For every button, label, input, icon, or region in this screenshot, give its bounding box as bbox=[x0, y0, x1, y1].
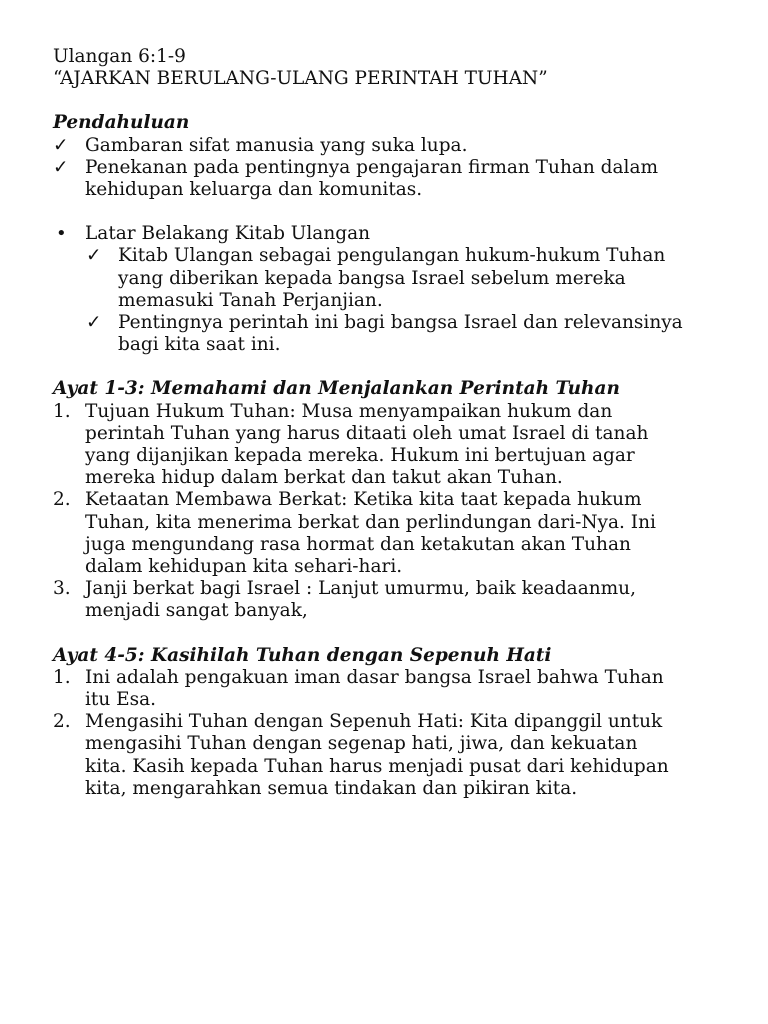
numbered-item-text: perintah Tuhan yang harus ditaati oleh umat Israel di tanah bbox=[85, 422, 649, 444]
checkmark-icon: ✓ bbox=[86, 245, 102, 267]
numbered-item-text: mengasihi Tuhan dengan segenap hati, jiwa, dan kekuatan bbox=[85, 733, 638, 755]
numbered-item-text: Tuhan, kita menerima berkat dan perlindungan dari-Nya. Ini bbox=[85, 511, 656, 533]
spacer bbox=[0, 90, 768, 112]
sub-list-item bbox=[0, 312, 768, 334]
numbered-item-text: Mengasihi Tuhan dengan Sepenuh Hati: Kita dipanggil untuk bbox=[85, 711, 663, 733]
numbered-item-text: Janji berkat bagi Israel : Lanjut umurmu, baik keadaanmu, bbox=[85, 578, 636, 600]
list-item-text: Gambaran sifat manusia yang suka lupa. bbox=[85, 134, 468, 156]
numbered-item-text: Tujuan Hukum Tuhan: Musa menyampaikan hukum dan bbox=[85, 400, 613, 422]
item-number: 1. bbox=[53, 400, 71, 422]
checkmark-icon: ✓ bbox=[86, 312, 102, 334]
list-item-text: kehidupan keluarga dan komunitas. bbox=[85, 179, 423, 201]
item-number: 1. bbox=[53, 666, 71, 688]
item-number: 2. bbox=[53, 711, 71, 733]
numbered-item-text: Ketaatan Membawa Berkat: Ketika kita taat kepada hukum bbox=[85, 489, 642, 511]
sub-list-item-text: Pentingnya perintah ini bagi bangsa Israel dan relevansinya bbox=[118, 312, 683, 334]
spacer bbox=[0, 201, 768, 223]
numbered-item-text: itu Esa. bbox=[85, 689, 157, 711]
numbered-item bbox=[0, 711, 768, 733]
numbered-item-text: kita. Kasih kepada Tuhan harus menjadi pusat dari kehidupan bbox=[85, 755, 669, 777]
sub-list-item-text: yang diberikan kepada bangsa Israel sebelum mereka bbox=[118, 267, 626, 289]
section-heading-ayat-4-5: Ayat 4-5: Kasihilah Tuhan dengan Sepenuh Hati bbox=[53, 644, 552, 666]
numbered-item-text: kita, mengarahkan semua tindakan dan pikiran kita. bbox=[85, 777, 578, 799]
spacer bbox=[0, 623, 768, 645]
numbered-item bbox=[0, 578, 768, 600]
numbered-item bbox=[0, 667, 768, 689]
section-heading-pendahuluan: Pendahuluan bbox=[53, 112, 190, 134]
item-number: 3. bbox=[53, 578, 71, 600]
checkmark-icon: ✓ bbox=[53, 134, 69, 156]
list-item bbox=[0, 157, 768, 179]
checkmark-icon: ✓ bbox=[53, 156, 69, 178]
sub-list-item-text: bagi kita saat ini. bbox=[118, 334, 281, 356]
section-heading-ayat-1-3: Ayat 1-3: Memahami dan Menjalankan Perintah Tuhan bbox=[53, 378, 620, 400]
sermon-title: “AJARKAN BERULANG-ULANG PERINTAH TUHAN” bbox=[53, 68, 548, 90]
item-number: 2. bbox=[53, 489, 71, 511]
numbered-item bbox=[0, 489, 768, 511]
sub-list-item-text: memasuki Tanah Perjanjian. bbox=[118, 289, 383, 311]
sub-list-item-text: Kitab Ulangan sebagai pengulangan hukum-hukum Tuhan bbox=[118, 245, 666, 267]
list-item bbox=[0, 135, 768, 157]
numbered-item-text: menjadi sangat banyak, bbox=[85, 600, 308, 622]
scripture-reference: Ulangan 6:1-9 bbox=[53, 46, 186, 67]
spacer bbox=[0, 356, 768, 378]
numbered-item bbox=[0, 401, 768, 423]
list-item-text: Penekanan pada pentingnya pengajaran firman Tuhan dalam bbox=[85, 156, 659, 178]
numbered-item-text: dalam kehidupan kita sehari-hari. bbox=[85, 556, 403, 578]
numbered-item-text: Ini adalah pengakuan iman dasar bangsa Israel bahwa Tuhan bbox=[85, 666, 664, 688]
bullet-icon: • bbox=[56, 223, 67, 245]
numbered-item-text: juga mengundang rasa hormat dan ketakutan akan Tuhan bbox=[85, 533, 631, 555]
bullet-item-text: Latar Belakang Kitab Ulangan bbox=[85, 223, 371, 245]
numbered-item-text: yang dijanjikan kepada mereka. Hukum ini bertujuan agar bbox=[85, 445, 635, 467]
numbered-item-text: mereka hidup dalam berkat dan takut akan Tuhan. bbox=[85, 467, 563, 489]
sub-list-item bbox=[0, 245, 768, 267]
bullet-item bbox=[0, 223, 768, 245]
